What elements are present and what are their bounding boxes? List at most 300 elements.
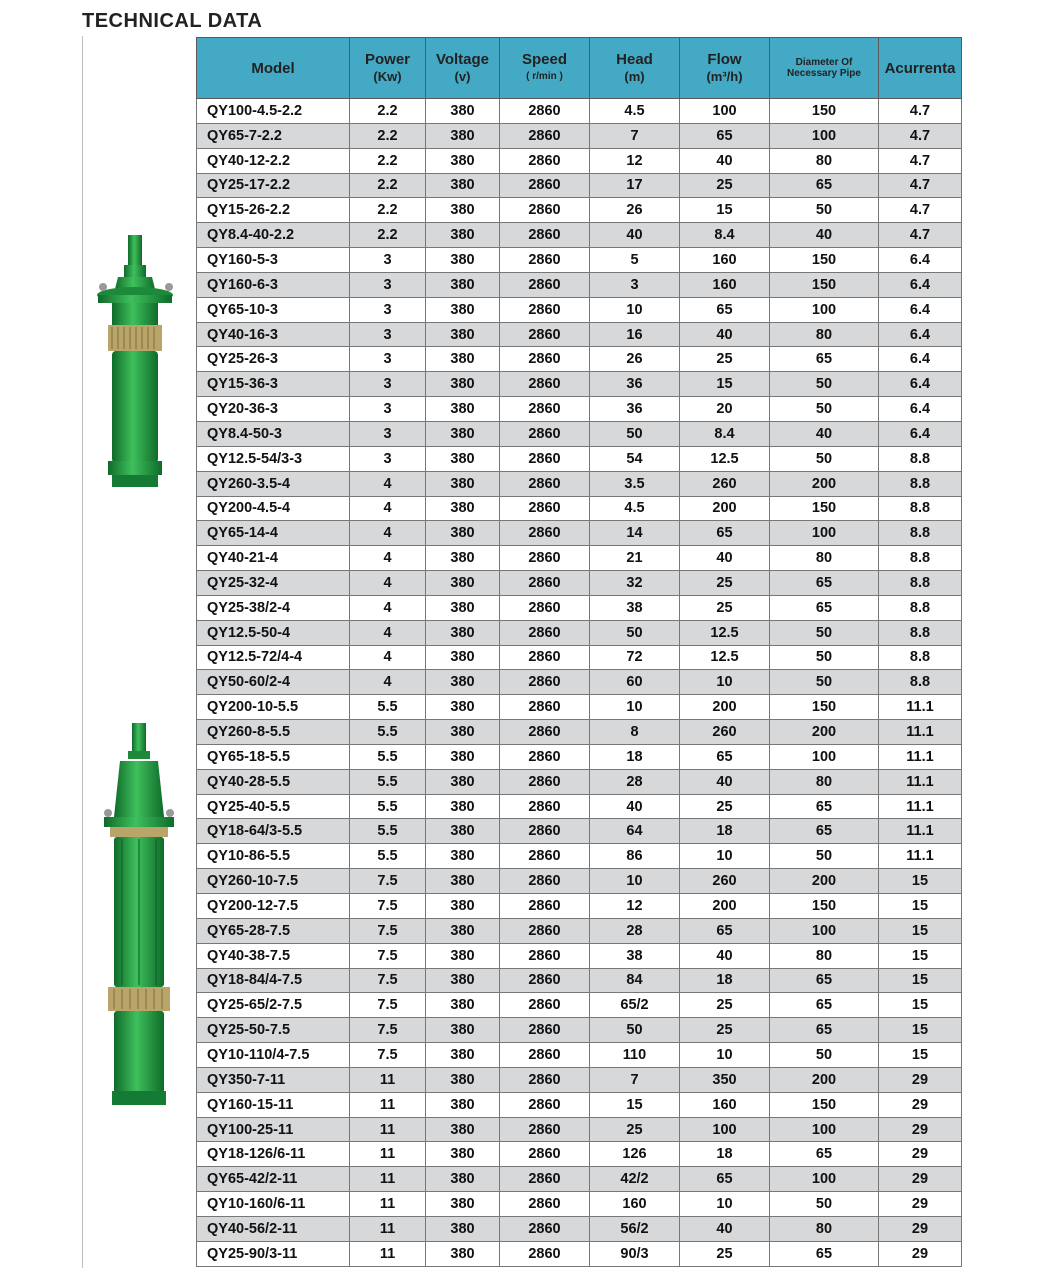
cell-voltage: 380 — [426, 1216, 500, 1241]
cell-power: 7.5 — [350, 993, 426, 1018]
table-row — [197, 620, 962, 645]
cell-head: 7 — [590, 1067, 680, 1092]
table-row — [197, 347, 962, 372]
cell-head: 26 — [590, 347, 680, 372]
cell-diameter: 50 — [770, 372, 879, 397]
cell-acurrenta: 15 — [879, 993, 962, 1018]
table-row — [197, 123, 962, 148]
cell-model: QY25-40-5.5 — [197, 794, 350, 819]
cell-diameter: 65 — [770, 347, 879, 372]
cell-acurrenta: 6.4 — [879, 297, 962, 322]
cell-speed: 2860 — [500, 148, 590, 173]
cell-head: 50 — [590, 1018, 680, 1043]
cell-model: QY65-28-7.5 — [197, 918, 350, 943]
cell-flow: 40 — [680, 769, 770, 794]
cell-model: QY40-56/2-11 — [197, 1216, 350, 1241]
cell-diameter: 150 — [770, 1092, 879, 1117]
cell-acurrenta: 29 — [879, 1067, 962, 1092]
cell-diameter: 80 — [770, 1216, 879, 1241]
table-row — [197, 695, 962, 720]
cell-model: QY40-21-4 — [197, 546, 350, 571]
cell-voltage: 380 — [426, 968, 500, 993]
cell-speed: 2860 — [500, 695, 590, 720]
cell-diameter: 50 — [770, 1043, 879, 1068]
cell-flow: 200 — [680, 496, 770, 521]
cell-model: QY25-50-7.5 — [197, 1018, 350, 1043]
table-row — [197, 198, 962, 223]
cell-flow: 12.5 — [680, 645, 770, 670]
table-row — [197, 99, 962, 124]
cell-acurrenta: 8.8 — [879, 546, 962, 571]
cell-voltage: 380 — [426, 1043, 500, 1068]
cell-acurrenta: 6.4 — [879, 322, 962, 347]
cell-model: QY65-42/2-11 — [197, 1167, 350, 1192]
cell-flow: 12.5 — [680, 446, 770, 471]
cell-power: 4 — [350, 521, 426, 546]
cell-diameter: 100 — [770, 744, 879, 769]
cell-model: QY40-16-3 — [197, 322, 350, 347]
cell-acurrenta: 29 — [879, 1092, 962, 1117]
cell-voltage: 380 — [426, 1142, 500, 1167]
cell-head: 17 — [590, 173, 680, 198]
cell-diameter: 65 — [770, 968, 879, 993]
cell-flow: 260 — [680, 471, 770, 496]
cell-diameter: 150 — [770, 496, 879, 521]
table-row — [197, 521, 962, 546]
cell-speed: 2860 — [500, 769, 590, 794]
cell-model: QY65-14-4 — [197, 521, 350, 546]
cell-head: 10 — [590, 297, 680, 322]
cell-head: 65/2 — [590, 993, 680, 1018]
table-row — [197, 645, 962, 670]
cell-flow: 260 — [680, 869, 770, 894]
table-row — [197, 595, 962, 620]
cell-flow: 15 — [680, 198, 770, 223]
cell-model: QY260-8-5.5 — [197, 720, 350, 745]
cell-acurrenta: 4.7 — [879, 198, 962, 223]
cell-power: 4 — [350, 595, 426, 620]
cell-diameter: 50 — [770, 844, 879, 869]
table-row — [197, 918, 962, 943]
cell-voltage: 380 — [426, 620, 500, 645]
cell-speed: 2860 — [500, 595, 590, 620]
cell-flow: 40 — [680, 148, 770, 173]
cell-model: QY160-6-3 — [197, 272, 350, 297]
cell-flow: 100 — [680, 1117, 770, 1142]
cell-acurrenta: 15 — [879, 918, 962, 943]
cell-speed: 2860 — [500, 720, 590, 745]
cell-power: 4 — [350, 620, 426, 645]
table-row — [197, 1067, 962, 1092]
cell-model: QY10-160/6-11 — [197, 1192, 350, 1217]
cell-power: 7.5 — [350, 918, 426, 943]
cell-flow: 25 — [680, 794, 770, 819]
cell-speed: 2860 — [500, 546, 590, 571]
cell-head: 160 — [590, 1192, 680, 1217]
cell-head: 12 — [590, 894, 680, 919]
cell-flow: 65 — [680, 1167, 770, 1192]
cell-flow: 25 — [680, 571, 770, 596]
cell-model: QY18-64/3-5.5 — [197, 819, 350, 844]
cell-head: 56/2 — [590, 1216, 680, 1241]
cell-model: QY12.5-54/3-3 — [197, 446, 350, 471]
cell-voltage: 380 — [426, 297, 500, 322]
cell-voltage: 380 — [426, 1092, 500, 1117]
cell-diameter: 50 — [770, 198, 879, 223]
cell-diameter: 100 — [770, 521, 879, 546]
cell-diameter: 200 — [770, 471, 879, 496]
cell-diameter: 65 — [770, 1018, 879, 1043]
cell-voltage: 380 — [426, 347, 500, 372]
cell-power: 7.5 — [350, 943, 426, 968]
cell-acurrenta: 29 — [879, 1142, 962, 1167]
cell-model: QY40-38-7.5 — [197, 943, 350, 968]
cell-diameter: 80 — [770, 769, 879, 794]
cell-acurrenta: 15 — [879, 894, 962, 919]
table-row — [197, 297, 962, 322]
cell-acurrenta: 4.7 — [879, 173, 962, 198]
table-row — [197, 670, 962, 695]
cell-acurrenta: 11.1 — [879, 769, 962, 794]
cell-voltage: 380 — [426, 720, 500, 745]
cell-flow: 10 — [680, 670, 770, 695]
cell-acurrenta: 11.1 — [879, 744, 962, 769]
cell-head: 90/3 — [590, 1241, 680, 1266]
cell-voltage: 380 — [426, 670, 500, 695]
cell-flow: 25 — [680, 347, 770, 372]
cell-speed: 2860 — [500, 968, 590, 993]
cell-speed: 2860 — [500, 496, 590, 521]
cell-diameter: 80 — [770, 148, 879, 173]
cell-diameter: 200 — [770, 1067, 879, 1092]
cell-power: 4 — [350, 645, 426, 670]
table-row — [197, 446, 962, 471]
cell-model: QY15-36-3 — [197, 372, 350, 397]
table-row — [197, 769, 962, 794]
cell-voltage: 380 — [426, 223, 500, 248]
cell-power: 4 — [350, 571, 426, 596]
cell-diameter: 65 — [770, 819, 879, 844]
cell-model: QY100-4.5-2.2 — [197, 99, 350, 124]
cell-voltage: 380 — [426, 844, 500, 869]
cell-acurrenta: 8.8 — [879, 670, 962, 695]
table-row — [197, 372, 962, 397]
cell-acurrenta: 11.1 — [879, 720, 962, 745]
cell-acurrenta: 6.4 — [879, 248, 962, 273]
cell-speed: 2860 — [500, 1167, 590, 1192]
cell-power: 3 — [350, 297, 426, 322]
cell-diameter: 150 — [770, 894, 879, 919]
cell-flow: 25 — [680, 993, 770, 1018]
header-model: Model — [197, 38, 350, 99]
cell-head: 8 — [590, 720, 680, 745]
cell-voltage: 380 — [426, 894, 500, 919]
cell-acurrenta: 15 — [879, 1043, 962, 1068]
cell-diameter: 100 — [770, 918, 879, 943]
cell-model: QY40-12-2.2 — [197, 148, 350, 173]
cell-power: 7.5 — [350, 1043, 426, 1068]
cell-diameter: 65 — [770, 595, 879, 620]
cell-power: 5.5 — [350, 695, 426, 720]
cell-head: 26 — [590, 198, 680, 223]
cell-speed: 2860 — [500, 1117, 590, 1142]
cell-head: 50 — [590, 421, 680, 446]
cell-flow: 12.5 — [680, 620, 770, 645]
cell-model: QY18-84/4-7.5 — [197, 968, 350, 993]
cell-head: 42/2 — [590, 1167, 680, 1192]
cell-power: 2.2 — [350, 148, 426, 173]
table-row — [197, 397, 962, 422]
cell-voltage: 380 — [426, 496, 500, 521]
table-row — [197, 1142, 962, 1167]
cell-speed: 2860 — [500, 421, 590, 446]
cell-speed: 2860 — [500, 1142, 590, 1167]
cell-head: 84 — [590, 968, 680, 993]
cell-voltage: 380 — [426, 1241, 500, 1266]
cell-diameter: 65 — [770, 794, 879, 819]
cell-head: 25 — [590, 1117, 680, 1142]
cell-voltage: 380 — [426, 794, 500, 819]
cell-acurrenta: 11.1 — [879, 794, 962, 819]
table-row — [197, 1216, 962, 1241]
cell-voltage: 380 — [426, 571, 500, 596]
cell-acurrenta: 8.8 — [879, 645, 962, 670]
cell-voltage: 380 — [426, 1192, 500, 1217]
table-row — [197, 794, 962, 819]
table-row — [197, 1018, 962, 1043]
table-row — [197, 248, 962, 273]
cell-head: 126 — [590, 1142, 680, 1167]
cell-flow: 100 — [680, 99, 770, 124]
cell-head: 72 — [590, 645, 680, 670]
cell-model: QY50-60/2-4 — [197, 670, 350, 695]
cell-speed: 2860 — [500, 347, 590, 372]
cell-speed: 2860 — [500, 446, 590, 471]
technical-data-table — [196, 37, 962, 1267]
cell-diameter: 100 — [770, 1117, 879, 1142]
cell-acurrenta: 11.1 — [879, 844, 962, 869]
cell-head: 38 — [590, 595, 680, 620]
cell-flow: 40 — [680, 1216, 770, 1241]
cell-model: QY200-10-5.5 — [197, 695, 350, 720]
cell-acurrenta: 29 — [879, 1241, 962, 1266]
cell-voltage: 380 — [426, 595, 500, 620]
cell-power: 5.5 — [350, 769, 426, 794]
cell-diameter: 65 — [770, 1142, 879, 1167]
cell-model: QY65-18-5.5 — [197, 744, 350, 769]
cell-diameter: 150 — [770, 248, 879, 273]
table-row — [197, 1117, 962, 1142]
cell-model: QY10-86-5.5 — [197, 844, 350, 869]
cell-model: QY10-110/4-7.5 — [197, 1043, 350, 1068]
cell-acurrenta: 6.4 — [879, 421, 962, 446]
cell-speed: 2860 — [500, 744, 590, 769]
cell-model: QY160-15-11 — [197, 1092, 350, 1117]
cell-head: 86 — [590, 844, 680, 869]
cell-diameter: 65 — [770, 1241, 879, 1266]
cell-head: 54 — [590, 446, 680, 471]
cell-voltage: 380 — [426, 272, 500, 297]
cell-speed: 2860 — [500, 869, 590, 894]
cell-speed: 2860 — [500, 198, 590, 223]
cell-power: 2.2 — [350, 223, 426, 248]
cell-acurrenta: 8.8 — [879, 620, 962, 645]
cell-acurrenta: 4.7 — [879, 223, 962, 248]
table-row — [197, 819, 962, 844]
cell-flow: 25 — [680, 1018, 770, 1043]
cell-model: QY15-26-2.2 — [197, 198, 350, 223]
table-row — [197, 1192, 962, 1217]
cell-head: 21 — [590, 546, 680, 571]
table-body — [197, 99, 962, 1267]
cell-speed: 2860 — [500, 248, 590, 273]
cell-speed: 2860 — [500, 372, 590, 397]
cell-voltage: 380 — [426, 99, 500, 124]
cell-model: QY25-65/2-7.5 — [197, 993, 350, 1018]
pump-small-image — [82, 231, 196, 651]
cell-head: 10 — [590, 695, 680, 720]
cell-voltage: 380 — [426, 173, 500, 198]
table-row — [197, 968, 962, 993]
table-row — [197, 869, 962, 894]
cell-model: QY350-7-11 — [197, 1067, 350, 1092]
cell-diameter: 50 — [770, 670, 879, 695]
cell-flow: 65 — [680, 744, 770, 769]
cell-diameter: 65 — [770, 993, 879, 1018]
cell-flow: 350 — [680, 1067, 770, 1092]
cell-voltage: 380 — [426, 322, 500, 347]
cell-diameter: 40 — [770, 421, 879, 446]
cell-power: 11 — [350, 1241, 426, 1266]
cell-acurrenta: 4.7 — [879, 123, 962, 148]
cell-flow: 10 — [680, 844, 770, 869]
table-row — [197, 223, 962, 248]
table-row — [197, 993, 962, 1018]
cell-head: 10 — [590, 869, 680, 894]
cell-flow: 65 — [680, 918, 770, 943]
cell-model: QY100-25-11 — [197, 1117, 350, 1142]
cell-power: 5.5 — [350, 744, 426, 769]
cell-speed: 2860 — [500, 1018, 590, 1043]
cell-model: QY12.5-72/4-4 — [197, 645, 350, 670]
cell-flow: 25 — [680, 1241, 770, 1266]
cell-flow: 65 — [680, 521, 770, 546]
cell-diameter: 150 — [770, 99, 879, 124]
cell-power: 2.2 — [350, 99, 426, 124]
cell-head: 110 — [590, 1043, 680, 1068]
cell-head: 15 — [590, 1092, 680, 1117]
pump-large-image — [82, 721, 196, 1121]
cell-model: QY8.4-40-2.2 — [197, 223, 350, 248]
cell-model: QY25-26-3 — [197, 347, 350, 372]
cell-acurrenta: 8.8 — [879, 571, 962, 596]
cell-diameter: 50 — [770, 1192, 879, 1217]
cell-diameter: 100 — [770, 123, 879, 148]
cell-power: 3 — [350, 372, 426, 397]
cell-model: QY160-5-3 — [197, 248, 350, 273]
cell-head: 4.5 — [590, 496, 680, 521]
cell-voltage: 380 — [426, 744, 500, 769]
cell-acurrenta: 4.7 — [879, 148, 962, 173]
header-power: Power (Kw) — [350, 38, 426, 99]
table-row — [197, 744, 962, 769]
cell-voltage: 380 — [426, 421, 500, 446]
cell-flow: 10 — [680, 1043, 770, 1068]
cell-acurrenta: 8.8 — [879, 446, 962, 471]
cell-speed: 2860 — [500, 844, 590, 869]
cell-model: QY20-36-3 — [197, 397, 350, 422]
cell-flow: 15 — [680, 372, 770, 397]
cell-voltage: 380 — [426, 1117, 500, 1142]
cell-speed: 2860 — [500, 297, 590, 322]
cell-flow: 160 — [680, 272, 770, 297]
cell-head: 50 — [590, 620, 680, 645]
cell-acurrenta: 8.8 — [879, 595, 962, 620]
cell-acurrenta: 15 — [879, 869, 962, 894]
cell-voltage: 380 — [426, 148, 500, 173]
cell-diameter: 150 — [770, 695, 879, 720]
cell-power: 11 — [350, 1142, 426, 1167]
cell-flow: 40 — [680, 322, 770, 347]
cell-power: 5.5 — [350, 794, 426, 819]
cell-speed: 2860 — [500, 1067, 590, 1092]
cell-voltage: 380 — [426, 521, 500, 546]
table-row — [197, 844, 962, 869]
header-speed: Speed ( r/min ) — [500, 38, 590, 99]
cell-acurrenta: 8.8 — [879, 521, 962, 546]
cell-model: QY8.4-50-3 — [197, 421, 350, 446]
cell-voltage: 380 — [426, 546, 500, 571]
cell-speed: 2860 — [500, 223, 590, 248]
cell-voltage: 380 — [426, 769, 500, 794]
table-row — [197, 148, 962, 173]
cell-model: QY260-3.5-4 — [197, 471, 350, 496]
table-row — [197, 471, 962, 496]
cell-model: QY18-126/6-11 — [197, 1142, 350, 1167]
cell-power: 7.5 — [350, 869, 426, 894]
cell-flow: 25 — [680, 595, 770, 620]
cell-head: 3 — [590, 272, 680, 297]
table-row — [197, 943, 962, 968]
cell-power: 2.2 — [350, 123, 426, 148]
cell-acurrenta: 6.4 — [879, 397, 962, 422]
cell-model: QY25-90/3-11 — [197, 1241, 350, 1266]
cell-acurrenta: 11.1 — [879, 695, 962, 720]
cell-head: 4.5 — [590, 99, 680, 124]
cell-power: 11 — [350, 1092, 426, 1117]
cell-voltage: 380 — [426, 943, 500, 968]
header-diameter: Diameter Of Necessary Pipe — [770, 38, 879, 99]
cell-flow: 8.4 — [680, 421, 770, 446]
cell-power: 7.5 — [350, 968, 426, 993]
cell-diameter: 150 — [770, 272, 879, 297]
cell-flow: 8.4 — [680, 223, 770, 248]
cell-speed: 2860 — [500, 1092, 590, 1117]
cell-speed: 2860 — [500, 173, 590, 198]
cell-head: 40 — [590, 223, 680, 248]
cell-model: QY200-4.5-4 — [197, 496, 350, 521]
cell-diameter: 50 — [770, 397, 879, 422]
cell-flow: 25 — [680, 173, 770, 198]
cell-voltage: 380 — [426, 1018, 500, 1043]
cell-diameter: 50 — [770, 620, 879, 645]
cell-power: 7.5 — [350, 894, 426, 919]
cell-diameter: 100 — [770, 297, 879, 322]
cell-speed: 2860 — [500, 943, 590, 968]
cell-speed: 2860 — [500, 123, 590, 148]
cell-head: 5 — [590, 248, 680, 273]
cell-power: 4 — [350, 670, 426, 695]
